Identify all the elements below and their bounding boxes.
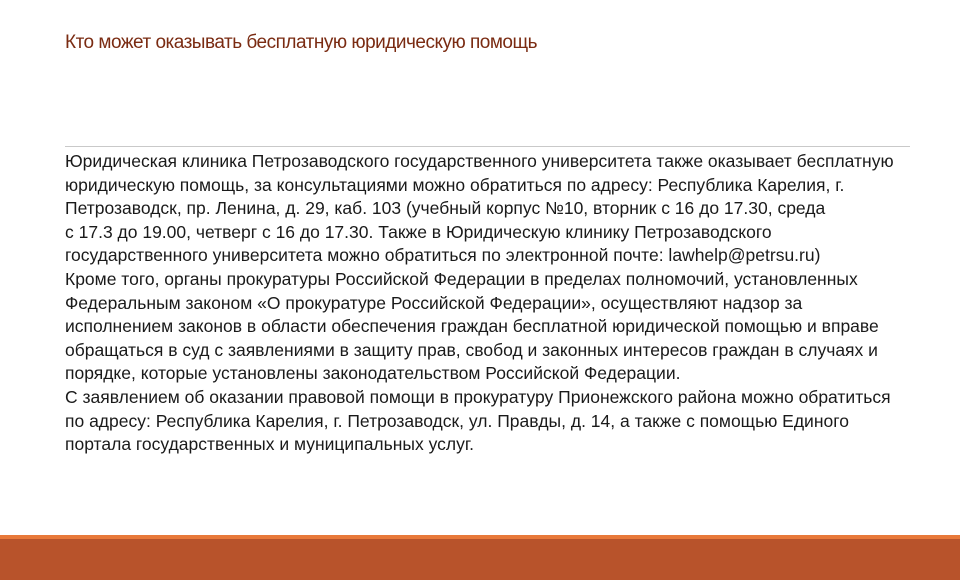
slide-body-text	[65, 150, 960, 460]
body-line: Петрозаводск, пр. Ленина, д. 29, каб. 103 (учебный корпус №10, вторник с 16 до 17.30, среда	[65, 198, 826, 219]
body-line: государственного университета можно обратиться по электронной почте: lawhelp@petrsu.ru)	[65, 245, 821, 266]
body-line: юридическую помощь, за консультациями можно обратиться по адресу: Республика Карелия, г.	[65, 174, 845, 195]
body-line: исполнением законов в области обеспечения граждан бесплатной юридической помощью и вправе	[65, 316, 879, 337]
title-divider	[65, 146, 910, 147]
body-line: порядке, которые установлены законодательством Российской Федерации.	[65, 363, 681, 384]
slide-title: Кто может оказывать бесплатную юридическую помощь	[65, 32, 538, 53]
footer-band	[0, 539, 960, 580]
body-line: с 17.3 до 19.00, четверг с 16 до 17.30. Также в Юридическую клинику Петрозаводского	[65, 221, 772, 242]
body-line: С заявлением об оказании правовой помощи в прокуратуру Прионежского района можно обратиться	[65, 386, 891, 407]
body-line: Кроме того, органы прокуратуры Российской Федерации в пределах полномочий, установленных	[65, 268, 858, 289]
body-line: портала государственных и муниципальных услуг.	[65, 434, 474, 455]
body-line: Федеральным законом «О прокуратуре Российской Федерации», осуществляют надзор за	[65, 292, 803, 313]
body-line: по адресу: Республика Карелия, г. Петрозаводск, ул. Правды, д. 14, а также с помощью Единого	[65, 410, 849, 431]
body-line: обращаться в суд с заявлениями в защиту прав, свобод и законных интересов граждан в случаях и	[65, 339, 878, 360]
body-line: Юридическая клиника Петрозаводского государственного университета также оказывает бесплатную	[65, 151, 894, 171]
